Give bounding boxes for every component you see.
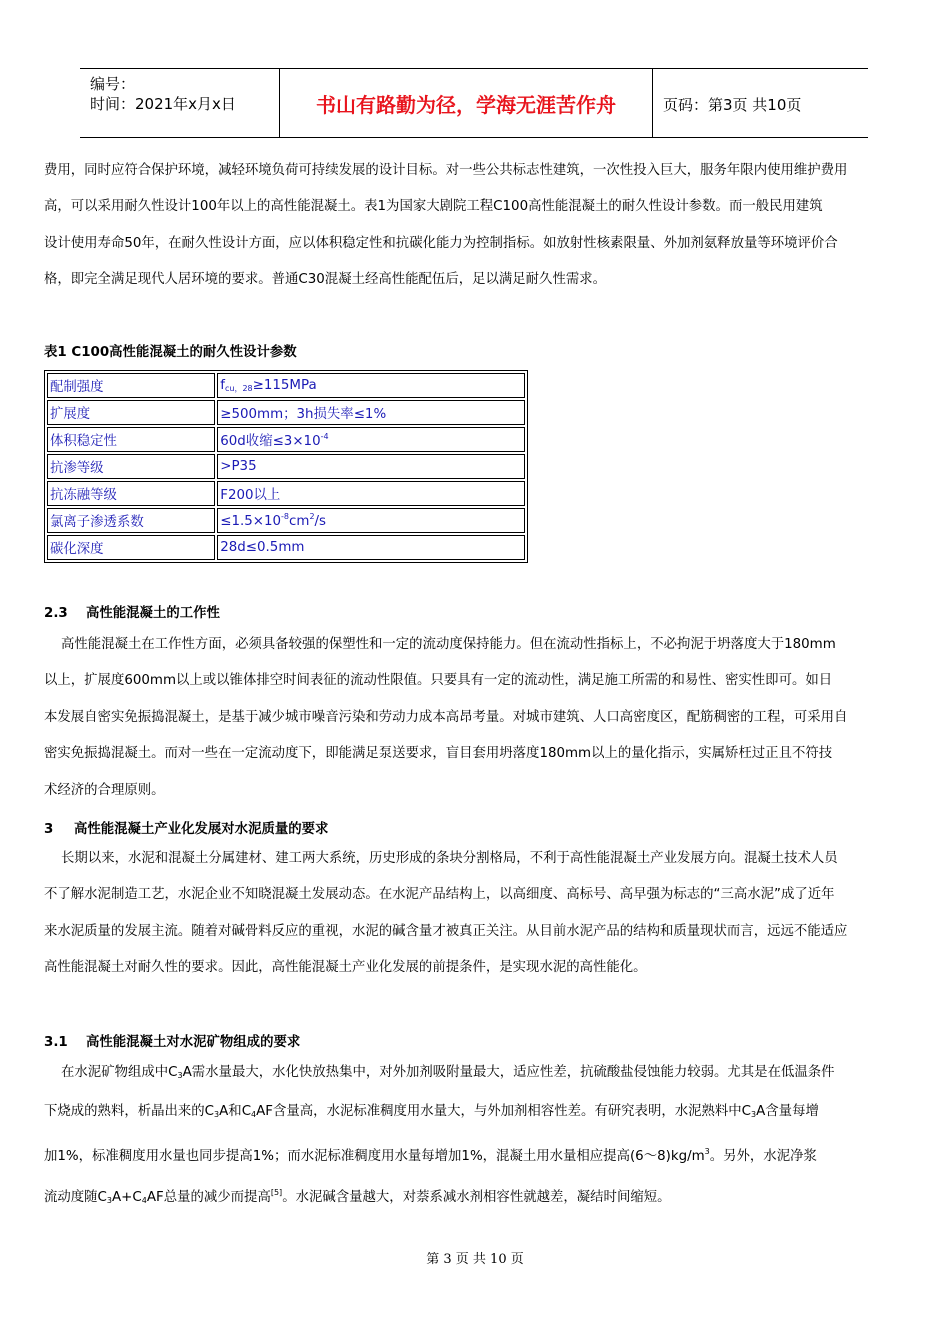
param-value: 28d≤0.5mm (217, 535, 525, 560)
value-superscript: -4 (320, 432, 329, 441)
header-page-cell (653, 69, 868, 137)
section-heading-3-1 (44, 1031, 300, 1050)
table-row (47, 508, 525, 533)
text-run: AF含量高，水泥标准稠度用水量大，与外加剂相容性差。有研究表明，水泥熟料中C (256, 1104, 752, 1120)
page-footer: 第 3 页 共 10 页 (426, 1252, 524, 1267)
param-value (217, 508, 525, 533)
text-run: A+C (112, 1190, 142, 1206)
section-heading-3 (44, 818, 328, 837)
page-info: 页码：第3页 共10页 (663, 96, 802, 114)
param-value (217, 373, 525, 398)
value-subscript: cu，28 (224, 383, 253, 393)
subscript: 3 (751, 1110, 757, 1120)
subscript: 3 (177, 1071, 183, 1080)
section-title: 高性能混凝土的工作性 (86, 606, 220, 621)
citation: [5] (270, 1188, 283, 1198)
text-run: 加1%，标准稠度用水量也同步提高1%；而水泥标准稠度用水量每增加1%，混凝土用水量相应提高(6～8)kg/m (44, 1148, 705, 1164)
table-row (47, 535, 525, 560)
text-run: A含量每增 (756, 1104, 819, 1120)
value-text: cm (289, 514, 310, 529)
value-text: ≥115MPa (252, 377, 317, 393)
section-number: 3.1 (44, 1035, 68, 1050)
header-motto-cell (280, 69, 653, 137)
param-name: 碳化深度 (47, 535, 215, 560)
page-header (80, 68, 868, 138)
motto: 书山有路勤为径，学海无涯苦作舟 (316, 93, 616, 117)
value-text: 60d收缩≤3×10 (220, 434, 321, 449)
section-title: 高性能混凝土对水泥矿物组成的要求 (86, 1035, 301, 1050)
text-line: 本发展自密实免振捣混凝土，是基于减少城市噪音污染和劳动力成本高昂考量。对城市建筑、人口高密度区，配筋稠密的工程，可采用自 (44, 709, 848, 725)
param-value: ≥500mm；3h损失率≤1% (217, 400, 525, 425)
subscript: 4 (141, 1196, 147, 1206)
durability-table (44, 370, 528, 563)
table-row (47, 427, 525, 452)
text-line: 术经济的合理原则。 (44, 782, 165, 798)
value-superscript: 2 (309, 512, 315, 521)
value-superscript: -8 (281, 512, 290, 521)
text-run: A需水量最大，水化快放热集中，对外加剂吸附量最大，适应性差，抗硫酸盐侵蚀能力较弱。尤其是在低温条件 (182, 1065, 835, 1080)
text-line: 密实免振捣混凝土。而对一些在一定流动度下，即能满足泵送要求，盲目套用坍落度180mm以上的量化指示，实属矫枉过正且不符技 (44, 746, 833, 762)
section-number: 2.3 (44, 606, 68, 621)
header-meta-cell (80, 69, 280, 137)
param-name: 扩展度 (47, 400, 215, 425)
table-title: 表1 C100高性能混凝土的耐久性设计参数 (44, 345, 297, 360)
param-name: 体积稳定性 (47, 427, 215, 452)
section-3-paragraph (44, 841, 908, 987)
value-text: /s (314, 514, 327, 529)
param-name: 氯离子渗透系数 (47, 508, 215, 533)
table-row (47, 454, 525, 479)
section-2-3-paragraph (44, 627, 908, 809)
subscript: 4 (251, 1110, 257, 1120)
text-line: 费用，同时应符合保护环境，减轻环境负荷可持续发展的设计目标。对一些公共标志性建筑，一次性投入巨大，服务年限内使用维护费用 (44, 163, 848, 178)
intro-paragraph (44, 153, 908, 299)
section-number: 3 (44, 822, 54, 837)
text-line: 来水泥质量的发展主流。随着对碱骨料反应的重视，水泥的碱含量才被真正关注。从目前水泥产品的结构和质量现状而言，远远不能适应 (44, 923, 848, 939)
text-line (44, 1175, 908, 1219)
text-line: 高性能混凝土在工作性方面，必须具备较强的保塑性和一定的流动度保持能力。但在流动性指标上，不必拘泥于坍落度大于180mm (44, 637, 836, 652)
superscript: 3 (704, 1146, 710, 1156)
subscript: 3 (106, 1196, 113, 1206)
text-run: 在水泥矿物组成中C (44, 1065, 178, 1080)
param-value: >P35 (217, 454, 525, 479)
text-line: 格，即完全满足现代人居环境的要求。普通C30混凝土经高性能配伍后，足以满足耐久性需求。 (44, 272, 607, 288)
serial-label: 编号： (90, 75, 136, 93)
text-run: 。水泥碱含量越大，对萘系减水剂相容性就越差，凝结时间缩短。 (282, 1190, 671, 1206)
table-row (47, 400, 525, 425)
text-run: AF总量的减少而提高 (146, 1190, 271, 1206)
param-name: 配制强度 (47, 373, 215, 398)
time-label: 时间：2021年x月x日 (90, 95, 236, 113)
text-run: 流动度随C (44, 1190, 107, 1206)
param-value: F200以上 (217, 481, 525, 506)
text-line: 高，可以采用耐久性设计100年以上的高性能混凝土。表1为国家大剧院工程C100高性能混凝土的耐久性设计参数。而一般民用建筑 (44, 199, 823, 215)
table-row (47, 373, 525, 398)
text-line: 长期以来，水泥和混凝土分属建材、建工两大系统，历史形成的条块分割格局，不利于高性能混凝土产业发展方向。混凝土技术人员 (44, 851, 838, 866)
text-line (44, 1094, 908, 1133)
text-line: 不了解水泥制造工艺，水泥企业不知晓混凝土发展动态。在水泥产品结构上，以高细度、高标号、高早强为标志的“三高水泥”成了近年 (44, 887, 835, 903)
text-line: 高性能混凝土对耐久性的要求。因此，高性能混凝土产业化发展的前提条件，是实现水泥的高性能化。 (44, 960, 647, 976)
text-line: 设计使用寿命50年，在耐久性设计方面，应以体积稳定性和抗碳化能力为控制指标。如放射性核素限量、外加剂氨释放量等环境评价合 (44, 235, 838, 251)
table-row (47, 481, 525, 506)
text-run: A和C (219, 1104, 252, 1120)
text-run: 下烧成的熟料，析晶出来的C (44, 1104, 215, 1120)
text-line: 以上，扩展度600mm以上或以锥体排空时间表征的流动性限值。只要具有一定的流动性，满足施工所需的和易性、密实性即可。如日 (44, 673, 833, 689)
text-line (44, 1055, 908, 1094)
subscript: 3 (214, 1110, 220, 1120)
section-3-1-paragraph (44, 1055, 908, 1220)
value-text: f (220, 377, 225, 393)
section-heading-2-3 (44, 602, 220, 621)
text-run: 。另外，水泥净浆 (709, 1148, 817, 1164)
param-name: 抗冻融等级 (47, 481, 215, 506)
text-line (44, 1134, 908, 1175)
section-title: 高性能混凝土产业化发展对水泥质量的要求 (74, 822, 329, 837)
param-name: 抗渗等级 (47, 454, 215, 479)
value-text: ≤1.5×10 (220, 514, 282, 529)
param-value (217, 427, 525, 452)
